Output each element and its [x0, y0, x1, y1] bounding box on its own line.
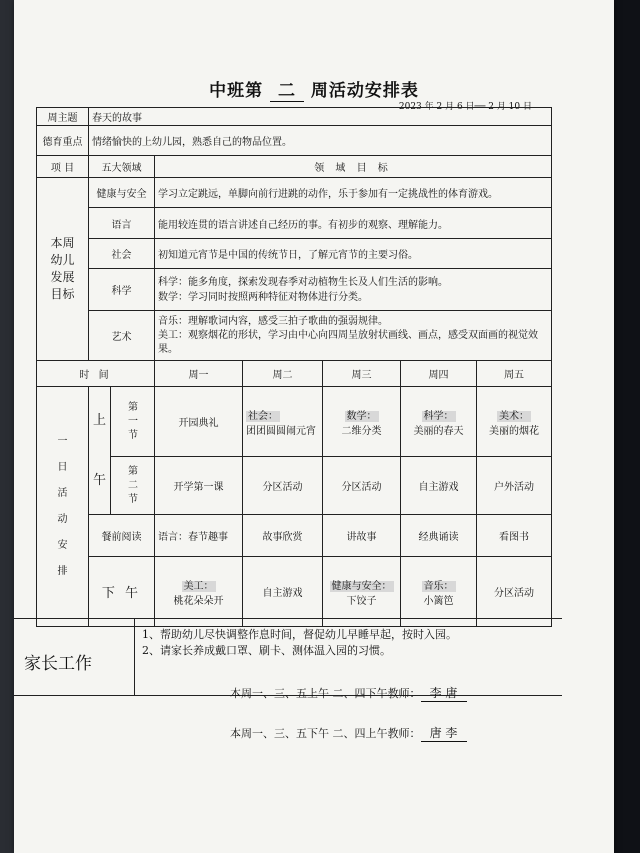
meal-fri: 看图书 [477, 515, 552, 557]
teacher-signature-1: 李 唐 [421, 684, 467, 702]
s2-wed: 分区活动 [323, 457, 401, 515]
date-range: 2023 年 2 月 6 日── 2 月 10 日 [398, 102, 532, 112]
title-prefix: 中班第 [209, 81, 264, 101]
s2-tue: 分区活动 [243, 457, 323, 515]
theme-label: 周主题 [37, 108, 89, 126]
moral-value: 情绪愉快的上幼儿园，熟悉自己的物品位置。 [89, 126, 552, 156]
goal-science-1: 科学：能多角度，探索发现春季对动植物生长及人们生活的影响。 [158, 276, 448, 288]
theme-row [37, 108, 552, 126]
parent-item-2: 2、请家长养成戴口罩、刷卡、测体温入园的习惯。 [142, 644, 391, 657]
day-wed: 周三 [323, 361, 401, 387]
pm-tue: 自主游戏 [243, 557, 323, 627]
s1-fri: 美术： 美丽的烟花 [477, 387, 552, 457]
s2-mon: 开学第一课 [155, 457, 243, 515]
teacher-line-2: 本周一、三、五下午 二、四上午教师： 唐 李 [230, 724, 467, 742]
time-label: 时 间 [37, 361, 155, 387]
session-2-label: 第二节 [111, 457, 155, 515]
moral-row [37, 126, 552, 156]
item-header: 项 目 [37, 156, 89, 178]
s2-fri: 户外活动 [477, 457, 552, 515]
teacher-line-1: 本周一、三、五上午 二、四下午教师： 李 唐 [230, 684, 467, 702]
pm-wed: 健康与安全： 下饺子 [323, 557, 401, 627]
goal-art-1: 音乐：理解歌词内容，感受三拍子歌曲的强弱规律。 [158, 315, 388, 327]
meal-tue: 故事欣赏 [243, 515, 323, 557]
goals-section-label: 本周幼儿发展目标 [37, 178, 89, 361]
day-schedule-label: 一日活动安排 [37, 387, 89, 627]
goal-language: 能用较连贯的语言讲述自己经历的事。有初步的观察、理解能力。 [155, 208, 552, 239]
parent-work-label: 家长工作 [24, 654, 92, 674]
domains-header: 五大领域 [89, 156, 155, 178]
goal-art-2: 美工：观察烟花的形状，学习由中心向四周呈放射状画线、画点，感受双面画的视觉效果。 [158, 329, 538, 355]
title-suffix: 周活动安排表 [310, 81, 419, 101]
meal-thu: 经典诵读 [401, 515, 477, 557]
theme-value: 春天的故事 [89, 108, 552, 126]
week-number: 二 [270, 76, 304, 102]
domain-science: 科学 [89, 269, 155, 311]
s1-tue: 社会： 团团圆圆闹元宵 [243, 387, 323, 457]
pm-mon: 美工： 桃花朵朵开 [155, 557, 243, 627]
time-header-row [37, 361, 552, 387]
parent-item-1: 1、帮助幼儿尽快调整作息时间，督促幼儿早睡早起，按时入园。 [142, 628, 457, 641]
domain-art: 艺术 [89, 311, 155, 361]
goal-health: 学习立定跳远，单脚向前行进跳的动作，乐于参加有一定挑战性的体育游戏。 [155, 178, 552, 208]
morning-label: 上午 [89, 387, 111, 515]
goal-art [155, 311, 552, 361]
s2-thu: 自主游戏 [401, 457, 477, 515]
pm-thu: 音乐： 小篱笆 [401, 557, 477, 627]
pre-meal-label: 餐前阅读 [89, 515, 155, 557]
day-mon: 周一 [155, 361, 243, 387]
schedule-table [36, 107, 552, 627]
afternoon-label: 下 午 [89, 557, 155, 627]
domain-health: 健康与安全 [89, 178, 155, 208]
goal-social: 初知道元宵节是中国的传统节日，了解元宵节的主要习俗。 [155, 239, 552, 269]
day-tue: 周二 [243, 361, 323, 387]
goal-science-2: 数学：学习同时按照两种特征对物体进行分类。 [158, 291, 368, 303]
pm-fri: 分区活动 [477, 557, 552, 627]
goals-header: 领 域 目 标 [155, 156, 552, 178]
parent-work-items [142, 627, 457, 659]
day-thu: 周四 [401, 361, 477, 387]
moral-label: 德育重点 [37, 126, 89, 156]
domain-header-row [37, 156, 552, 178]
s1-wed: 数学： 二维分类 [323, 387, 401, 457]
document-page [14, 0, 614, 853]
domain-social: 社会 [89, 239, 155, 269]
goal-science [155, 269, 552, 311]
s1-thu: 科学： 美丽的春天 [401, 387, 477, 457]
divider [134, 619, 135, 695]
teacher-signature-2: 唐 李 [421, 724, 467, 742]
domain-language: 语言 [89, 208, 155, 239]
s1-mon: 开园典礼 [155, 387, 243, 457]
meal-wed: 讲故事 [323, 515, 401, 557]
session-1-label: 第一节 [111, 387, 155, 457]
meal-mon: 语言：春节趣事 [155, 515, 243, 557]
day-fri: 周五 [477, 361, 552, 387]
